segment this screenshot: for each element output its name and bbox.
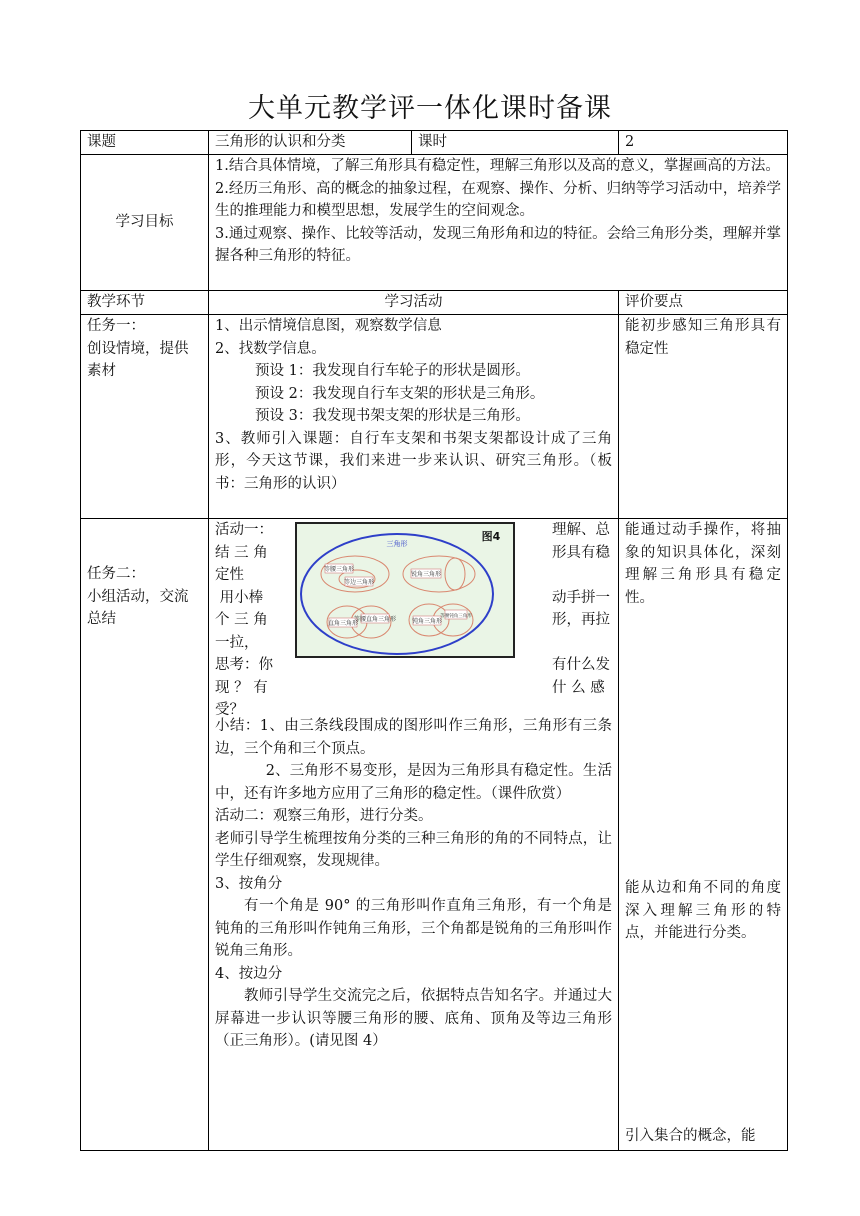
triangle-classification-diagram (297, 524, 513, 656)
by-side-text: 教师引导学生交流完之后，依据特点告知名字。并通过大屏幕进一步认识等腰三角形的腰、底角、顶角及等边三角形（正三角形）。(请见图 4） (215, 988, 612, 1049)
text-line: 理解、总 (552, 522, 610, 538)
summary-text: 小结：1、由三条线段围成的图形叫作三角形，三角形有三条边，三个角和三个顶点。 (215, 718, 612, 757)
evaluation-1: 能通过动手操作，将抽象的知识具体化，深刻理解三角形具有稳定性。 (625, 522, 781, 606)
period-label: 课时 (412, 131, 619, 155)
goal-item: 3.通过观察、操作、比较等活动，发现三角形角和边的特征。会给三角形分类，理解并掌握各种三角形的特征。 (215, 225, 781, 264)
task1-stage-desc: 创设情境，提供素材 (87, 340, 189, 379)
text-line: 定性 (215, 567, 244, 583)
activity-header: 学习活动 (209, 291, 619, 315)
figure-tag: 图4 (481, 530, 501, 543)
text-line: 一拉， (215, 634, 259, 651)
task1-activity (209, 315, 619, 519)
circle-label: 等腰直角三角形 (353, 616, 397, 623)
goal-item: 1.结合具体情境，了解三角形具有稳定性，理解三角形以及高的意义，掌握画高的方法。 (215, 158, 780, 174)
page-title: 大单元教学评一体化课时备课 (248, 93, 612, 124)
header-row (81, 131, 788, 155)
circle-label: 锐角三角形 (410, 571, 442, 578)
stage-header: 教学环节 (81, 291, 209, 315)
evaluation-3: 引入集合的概念，能 (625, 1128, 756, 1144)
activity1-block (215, 519, 612, 718)
task1-row (81, 315, 788, 519)
text-line (552, 564, 612, 587)
activity1-left-text (215, 519, 287, 722)
circle-label: 等腰三角形 (323, 566, 355, 573)
task2-row (81, 519, 788, 1151)
task1-line: 1、出示情境信息图，观察数学信息 (215, 318, 442, 334)
text-line: 现 ？ 有 (215, 679, 268, 696)
text-line: 个 三 角 (215, 612, 268, 628)
guide-text: 老师引导学生梳理按角分类的三种三角形的角的不同特点，让学生仔细观察，发现规律。 (215, 830, 612, 869)
goal-item: 2.经历三角形、高的概念的抽象过程，在观察、操作、分析、归纳等学习活动中，培养学生的推理能力和模型思想，发展学生的空间观念。 (215, 180, 781, 219)
goals-row (81, 155, 788, 291)
goals-content (209, 155, 788, 291)
text-line: 动手拼一 (552, 589, 610, 606)
circle-label: 等边三角形 (343, 579, 375, 586)
topic-label: 课题 (81, 131, 209, 155)
column-header-row (81, 291, 788, 315)
task1-line: 预设 2：我发现自行车支架的形状是三角形。 (255, 385, 545, 402)
text-line (552, 632, 612, 655)
task2-stage-desc: 小组活动，交流总结 (87, 588, 189, 627)
text-line: 用小棒 (215, 589, 264, 606)
task2-evaluation (619, 519, 788, 1151)
period-value: 2 (619, 131, 788, 155)
task1-stage-title: 任务一： (87, 318, 145, 334)
task1-line: 2、找数学信息。 (215, 340, 326, 357)
venn-figure (295, 522, 515, 658)
text-line: 活动一： (215, 522, 273, 538)
text-line: 思考：你 (215, 657, 273, 673)
outer-label: 三角形 (386, 540, 408, 548)
circle-label: 钝角三角形 (411, 618, 443, 625)
task1-evaluation: 能初步感知三角形具有稳定性 (619, 315, 788, 519)
evaluation-2: 能从边和角不同的角度深入理解三角形的特点，并能进行分类。 (625, 880, 781, 941)
evaluation-header: 评价要点 (619, 291, 788, 315)
summary-text-2: 2、三角形不易变形，是因为三角形具有稳定性。生活中，还有许多地方应用了三角形的稳定性。（课件欣赏） (215, 763, 612, 802)
text-line: 受？ (215, 702, 244, 718)
goals-label: 学习目标 (81, 155, 209, 291)
task2-stage (81, 519, 209, 1151)
text-line: 有什么发 (552, 657, 610, 673)
text-line: 形具有稳 (552, 544, 610, 561)
by-angle-title: 3、按角分 (215, 875, 283, 892)
by-side-title: 4、按边分 (215, 965, 283, 982)
activity1-right-text (552, 519, 612, 699)
task1-line: 预设 1：我发现自行车轮子的形状是圆形。 (255, 363, 530, 379)
text-line: 结 三 角 (215, 544, 268, 561)
by-angle-text: 有一个角是 90° 的三角形叫作直角三角形，有一个角是钝角的三角形叫作钝角三角形，三个角都是锐角的三角形叫作锐角三角形。 (215, 898, 612, 959)
task2-activity (209, 519, 619, 1151)
task1-line: 3、教师引入课题：自行车支架和书架支架都设计成了三角形，今天这节课，我们来进一步来认识、研究三角形。（板书：三角形的认识） (215, 430, 612, 492)
topic-value: 三角形的认识和分类 (209, 131, 412, 155)
circle-label: 等腰钝角三角形 (440, 614, 472, 619)
task2-stage-title: 任务二： (87, 566, 145, 582)
task1-stage (81, 315, 209, 519)
text-line: 什 么 感 (552, 679, 605, 696)
lesson-plan-table (80, 130, 788, 1151)
activity2-title: 活动二：观察三角形，进行分类。 (215, 808, 433, 824)
circle-label: 直角三角形 (327, 620, 359, 627)
text-line: 形，再拉 (552, 612, 610, 628)
task1-line: 预设 3：我发现书架支架的形状是三角形。 (255, 408, 530, 424)
